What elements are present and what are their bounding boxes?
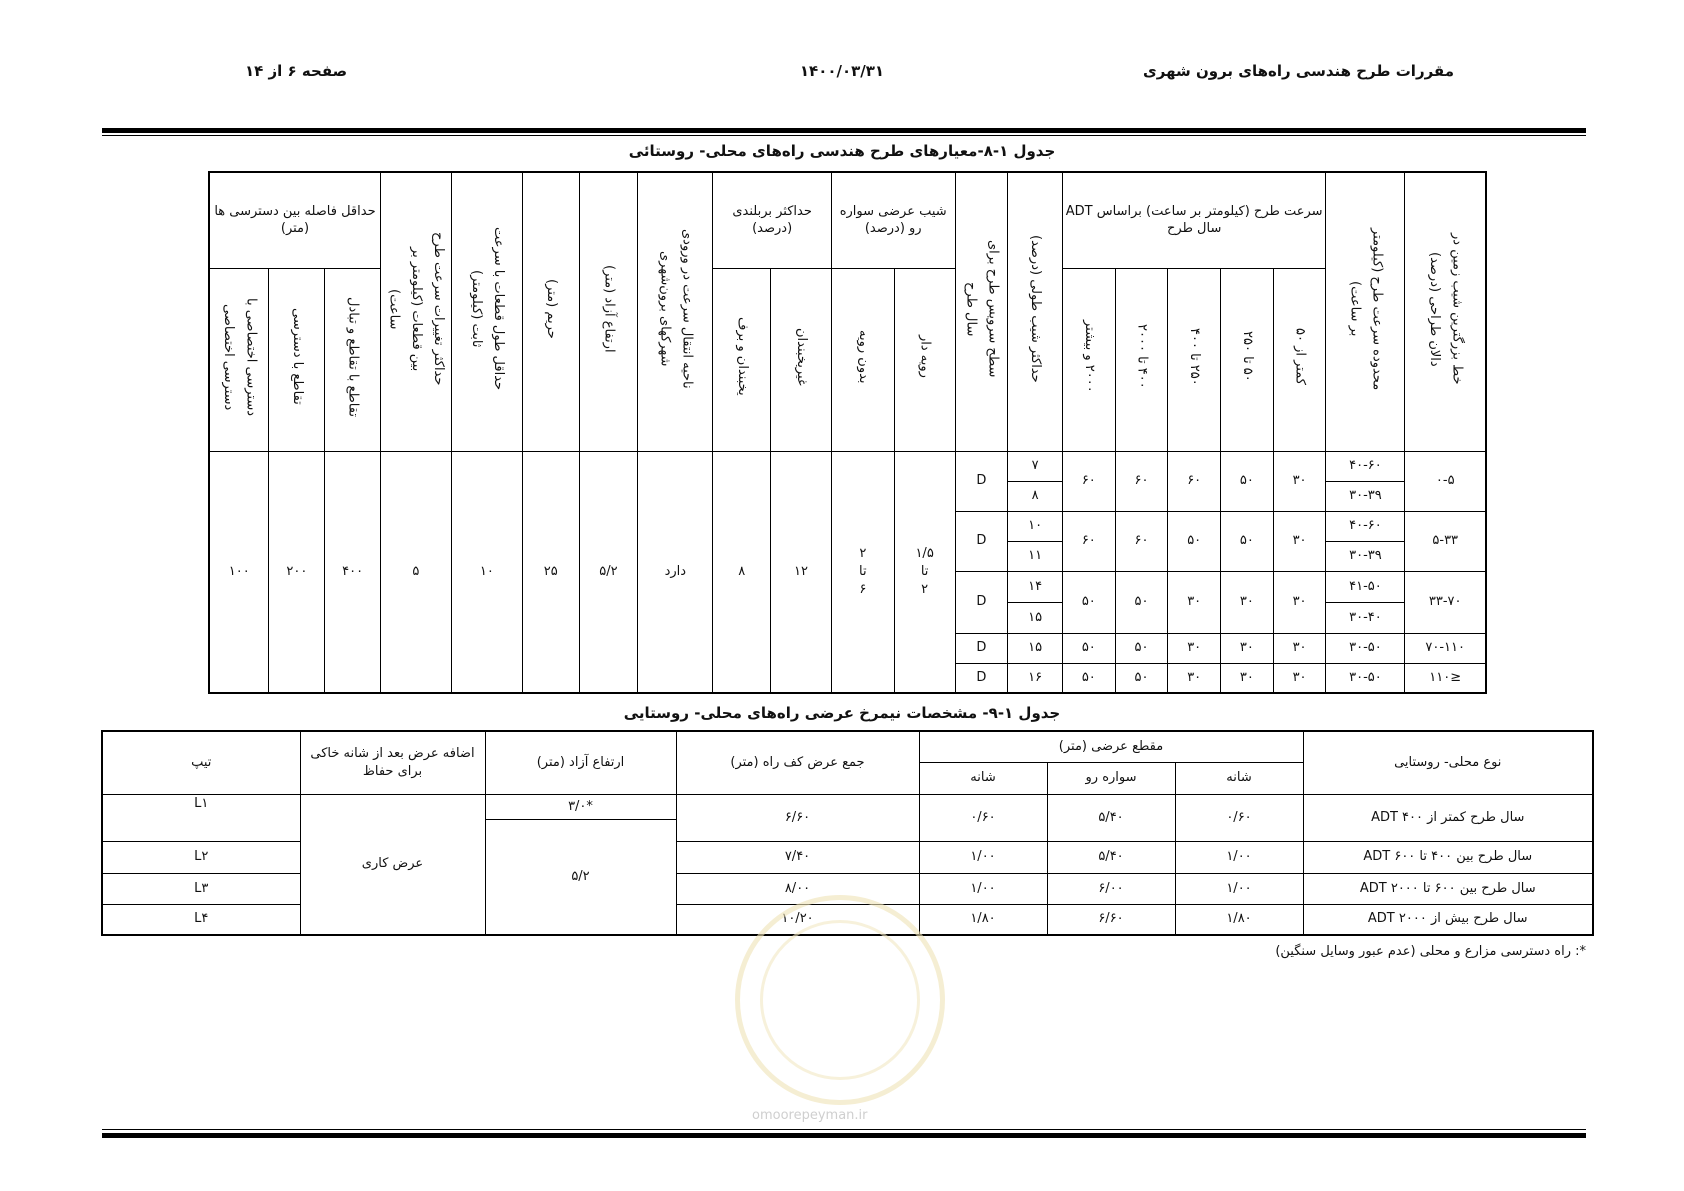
cell-service-level: D — [955, 571, 1008, 633]
cell-terrain: ۵-۳۳ — [1405, 511, 1486, 571]
cell-terrain: ۰-۵ — [1405, 451, 1486, 511]
header-max-speed-change: حداکثر تغییرات سرعت طرح بین قطعات (کیلومتر بر ساعت) — [380, 172, 451, 451]
cell-ice: ۸ — [713, 451, 771, 693]
cell-speed-range: ۳۰-۴۰ — [1326, 602, 1405, 633]
header-access-spacing: حداقل فاصله بین دسترسی ها (متر) — [209, 172, 380, 268]
cell-lane: ۵/۴۰ — [1047, 841, 1175, 873]
cell-adt: ۶۰ — [1115, 511, 1168, 571]
cell-road-type: ADT سال طرح بین ۴۰۰ تا ۶۰۰ — [1303, 841, 1593, 873]
header-adt-1: کمتر از ۵۰ — [1273, 268, 1326, 451]
cell-clearance: ۵/۲ — [579, 451, 638, 693]
header-min-length: حداقل طول قطعات با سرعت ثابت (کیلومتر) — [451, 172, 522, 451]
cell-intersection-access: ۲۰۰ — [269, 451, 325, 693]
cell-shoulder: ۱/۰۰ — [1175, 841, 1303, 873]
cell-adt: ۵۰ — [1221, 511, 1274, 571]
header-private-access: دسترسی اختصاصی با دسترسی اختصاصی — [209, 268, 269, 451]
cell-shoulder: ۰/۶۰ — [919, 794, 1047, 841]
design-criteria-table — [208, 171, 1487, 694]
header-speed-range: محدوده سرعت طرح (کیلومتر بر ساعت) — [1326, 172, 1405, 451]
cell-paved: ۱/۵ تا ۲ — [894, 451, 955, 693]
header-type-code: تیپ — [102, 731, 300, 794]
header-transition: ناحیه انتقال سرعت در ورودی شهرکهای برون‌شهری — [638, 172, 713, 451]
cell-adt: ۳۰ — [1168, 663, 1221, 693]
cell-adt: ۵۰ — [1168, 511, 1221, 571]
cell-adt: ۶۰ — [1062, 511, 1115, 571]
cell-terrain: ≤۱۱۰ — [1405, 663, 1486, 693]
cell-shoulder: ۱/۸۰ — [1175, 904, 1303, 935]
document-title: مقررات طرح هندسی راه‌های برون شهری — [1143, 62, 1454, 80]
header-shoulder: شانه — [1175, 762, 1303, 794]
cell-grade: ۱۵ — [1008, 602, 1063, 633]
cell-service-level: D — [955, 451, 1008, 511]
cell-lane: ۵/۴۰ — [1047, 794, 1175, 841]
document-date: ۱۴۰۰/۰۳/۳۱ — [799, 62, 885, 80]
cell-extra-width: عرض کاری — [300, 794, 485, 935]
cell-clearance: *۳/۰ — [485, 794, 676, 819]
cell-road-type: ADT سال طرح بیش از ۲۰۰۰ — [1303, 904, 1593, 935]
cell-lane: ۶/۶۰ — [1047, 904, 1175, 935]
cell-total-width: ۱۰/۲۰ — [676, 904, 919, 935]
cell-road-type: ADT سال طرح بین ۶۰۰ تا ۲۰۰۰ — [1303, 873, 1593, 904]
table1-caption: جدول ۱-۸-معیارهای طرح هندسی راه‌های محلی- روستائی — [628, 142, 1056, 160]
cell-speed-range: ۴۱-۵۰ — [1326, 571, 1405, 602]
cell-grade: ۱۴ — [1008, 571, 1063, 602]
header-cross-section: مقطع عرضی (متر) — [919, 731, 1303, 762]
cell-row: ۲۵ — [522, 451, 579, 693]
cell-adt: ۳۰ — [1221, 633, 1274, 663]
cell-speed-range: ۴۰-۶۰ — [1326, 451, 1405, 481]
cell-terrain: ۳۳-۷۰ — [1405, 571, 1486, 633]
cell-interchange: ۴۰۰ — [325, 451, 381, 693]
table-row — [209, 451, 1486, 481]
cell-type-code: L۴ — [102, 904, 300, 935]
cell-service-level: D — [955, 633, 1008, 663]
cell-speed-range: ۳۰-۵۰ — [1326, 633, 1405, 663]
header-superelevation: حداکثر بربلندی (درصد) — [713, 172, 832, 268]
cell-adt: ۳۰ — [1168, 571, 1221, 633]
header-lane: سواره رو — [1047, 762, 1175, 794]
cell-adt: ۳۰ — [1221, 571, 1274, 633]
page-number: صفحه ۶ از ۱۴ — [245, 62, 348, 80]
cell-private-access: ۱۰۰ — [209, 451, 269, 693]
cell-grade: ۸ — [1008, 481, 1063, 511]
cell-adt: ۳۰ — [1221, 663, 1274, 693]
header-clearance: ارتفاع آزاد (متر) — [485, 731, 676, 794]
cell-min-length: ۱۰ — [451, 451, 522, 693]
cell-clearance: ۵/۲ — [485, 819, 676, 935]
cell-type-code: L۱ — [102, 794, 300, 841]
watermark-url: omoorepeyman.ir — [752, 1108, 868, 1123]
cell-adt: ۳۰ — [1273, 571, 1326, 633]
header-rule-thin — [102, 135, 1586, 136]
footer-rule — [102, 1133, 1586, 1138]
header-adt-2: ۵۰ تا ۲۵۰ — [1221, 268, 1274, 451]
cell-total-width: ۸/۰۰ — [676, 873, 919, 904]
header-service-level: سطح سرویس طرح برای سال طرح — [955, 172, 1008, 451]
cell-speed-range: ۳۰-۳۹ — [1326, 481, 1405, 511]
cell-grade: ۷ — [1008, 451, 1063, 481]
cell-total-width: ۶/۶۰ — [676, 794, 919, 841]
header-unpaved: بدون رویه — [831, 268, 894, 451]
cell-unpaved: ۲ تا ۶ — [831, 451, 894, 693]
header-no-ice: غیریخبندان — [771, 268, 832, 451]
header-ice: یخبندان و برف — [713, 268, 771, 451]
header-cross-slope: شیب عرضی سواره رو (درصد) — [831, 172, 955, 268]
header-row: حریم (متر) — [522, 172, 579, 451]
cell-shoulder: ۰/۶۰ — [1175, 794, 1303, 841]
header-shoulder: شانه — [919, 762, 1047, 794]
cell-road-type: ADT سال طرح کمتر از ۴۰۰ — [1303, 794, 1593, 841]
header-terrain: خط بزرگترین شیب زمین در دالان طراحی (درصد) — [1405, 172, 1486, 451]
header-intersection-access: تقاطع با دسترسی — [269, 268, 325, 451]
cell-shoulder: ۱/۰۰ — [919, 841, 1047, 873]
cell-adt: ۶۰ — [1168, 451, 1221, 511]
cell-adt: ۳۰ — [1273, 633, 1326, 663]
table-row — [102, 794, 1593, 819]
cell-type-code: L۳ — [102, 873, 300, 904]
header-max-grade: حداکثر شیب طولی (درصد) — [1008, 172, 1063, 451]
cell-shoulder: ۱/۰۰ — [1175, 873, 1303, 904]
watermark-seal — [735, 895, 945, 1105]
header-design-speed: سرعت طرح (کیلومتر بر ساعت) براساس ADT سال طرح — [1062, 172, 1325, 268]
cell-adt: ۵۰ — [1062, 571, 1115, 633]
table2-caption: جدول ۱-۹- مشخصات نیمرخ عرضی راه‌های محلی- روستایی — [623, 704, 1061, 722]
header-road-type: نوع محلی- روستایی — [1303, 731, 1593, 794]
cell-shoulder: ۱/۰۰ — [919, 873, 1047, 904]
header-extra-width: اضافه عرض بعد از شانه خاکی برای حفاظ — [300, 731, 485, 794]
cell-transition: دارد — [638, 451, 713, 693]
header-interchange: تقاطع با تقاطع و تبادل — [325, 268, 381, 451]
cell-adt: ۳۰ — [1273, 451, 1326, 511]
cell-service-level: D — [955, 511, 1008, 571]
cell-adt: ۵۰ — [1115, 633, 1168, 663]
header-adt-3: ۲۵۰ تا ۴۰۰ — [1168, 268, 1221, 451]
cell-no-ice: ۱۲ — [771, 451, 832, 693]
cell-service-level: D — [955, 663, 1008, 693]
cell-speed-range: ۳۰-۳۹ — [1326, 541, 1405, 571]
header-paved: رویه دار — [894, 268, 955, 451]
table-footnote: *: راه دسترسی مزارع و محلی (عدم عبور وسایل سنگین) — [1275, 944, 1586, 959]
cell-adt: ۳۰ — [1273, 511, 1326, 571]
header-clearance: ارتفاع آزاد (متر) — [579, 172, 638, 451]
cell-grade: ۱۰ — [1008, 511, 1063, 541]
header-adt-5: ۲۰۰۰ و بیشتر — [1062, 268, 1115, 451]
cell-speed-range: ۳۰-۵۰ — [1326, 663, 1405, 693]
cell-grade: ۱۱ — [1008, 541, 1063, 571]
cell-speed-range: ۴۰-۶۰ — [1326, 511, 1405, 541]
cell-grade: ۱۶ — [1008, 663, 1063, 693]
cell-adt: ۳۰ — [1273, 663, 1326, 693]
header-total-width: جمع عرض کف راه (متر) — [676, 731, 919, 794]
cell-type-code: L۲ — [102, 841, 300, 873]
cell-adt: ۵۰ — [1115, 571, 1168, 633]
cell-total-width: ۷/۴۰ — [676, 841, 919, 873]
cell-adt: ۵۰ — [1221, 451, 1274, 511]
cell-shoulder: ۱/۸۰ — [919, 904, 1047, 935]
cell-terrain: ۷۰-۱۱۰ — [1405, 633, 1486, 663]
header-rule — [102, 128, 1586, 133]
cell-max-speed-change: ۵ — [380, 451, 451, 693]
cell-lane: ۶/۰۰ — [1047, 873, 1175, 904]
footer-rule-thin — [102, 1129, 1586, 1130]
cell-adt: ۵۰ — [1115, 663, 1168, 693]
cell-adt: ۶۰ — [1062, 451, 1115, 511]
cell-adt: ۶۰ — [1115, 451, 1168, 511]
cell-grade: ۱۵ — [1008, 633, 1063, 663]
header-adt-4: ۴۰۰ تا ۲۰۰۰ — [1115, 268, 1168, 451]
cell-adt: ۳۰ — [1168, 633, 1221, 663]
cell-adt: ۵۰ — [1062, 663, 1115, 693]
cell-adt: ۵۰ — [1062, 633, 1115, 663]
